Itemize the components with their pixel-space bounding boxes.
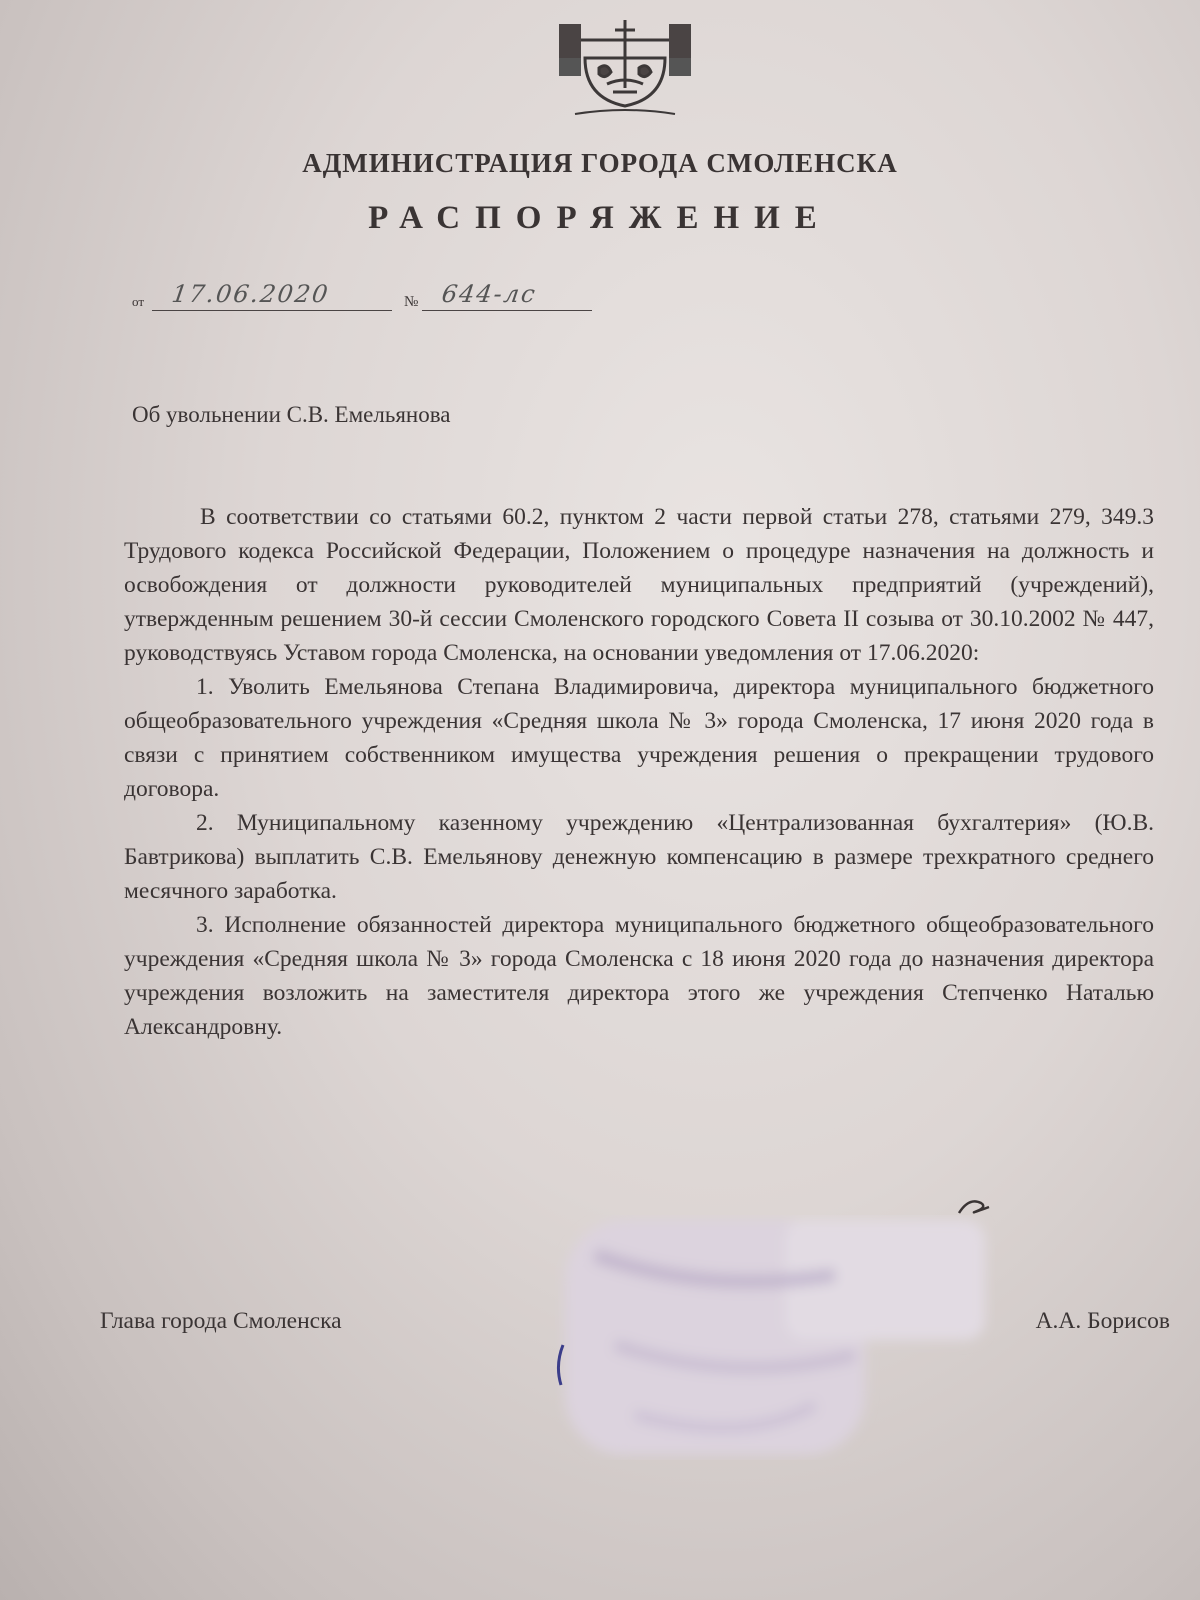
signature-block — [100, 1308, 1170, 1348]
date-label: от — [132, 294, 145, 309]
document-body — [124, 500, 1154, 1044]
document-type-title: РАСПОРЯЖЕНИЕ — [368, 200, 832, 236]
order-item-2: 2. Муниципальному казенному учреждению «Централизованная бухгалтерия» (Ю.В. Бавтрикова) выплатить С.В. Емельянову денежную компенсацию в размере трехкратного среднего месячного заработка. — [124, 810, 1154, 904]
signature-stroke-icon — [955, 1195, 995, 1219]
registration-row — [132, 280, 612, 316]
preamble-paragraph: В соответствии со статьями 60.2, пунктом 2 части первой статьи 278, статьями 279, 349.3 Трудового кодекса Российской Федерации, Положением о процедуре назначения на должность и освобождения от должности руководителей муниципальных предприятий (учреждений), утвержденным решением 30-й сессии Смоленского городского Совета II созыва от 30.10.2002 № 447, руководствуясь Уставом города Смоленска, на основании уведомления от 17.06.2020: — [124, 504, 1154, 666]
signatory-name: А.А. Борисов — [1035, 1308, 1170, 1334]
document-subject: Об увольнении С.В. Емельянова — [132, 402, 451, 427]
date-underline — [152, 310, 392, 311]
number-label: № — [404, 294, 419, 310]
order-item-1: 1. Уволить Емельянова Степана Владимировича, директора муниципального бюджетного общеобразовательного учреждения «Средняя школа № 3» города Смоленска, 17 июня 2020 года в связи с принятием собственником имущества учреждения решения о прекращении трудового договора. — [124, 674, 1154, 802]
organization-title: АДМИНИСТРАЦИЯ ГОРОДА СМОЛЕНСКА — [302, 148, 898, 178]
coat-of-arms-icon — [555, 18, 695, 123]
number-underline — [422, 310, 592, 311]
document-number: 644-лс — [440, 280, 539, 308]
order-item-3: 3. Исполнение обязанностей директора муниципального бюджетного общеобразовательного учреждения «Средняя школа № 3» города Смоленска с 18 июня 2020 года до назначения директора учреждения возложить на заместителя директора этого же учреждения Степченко Наталью Александровну. — [124, 912, 1154, 1040]
document-date: 17.06.2020 — [170, 280, 332, 308]
signatory-position: Глава города Смоленска — [100, 1308, 342, 1334]
